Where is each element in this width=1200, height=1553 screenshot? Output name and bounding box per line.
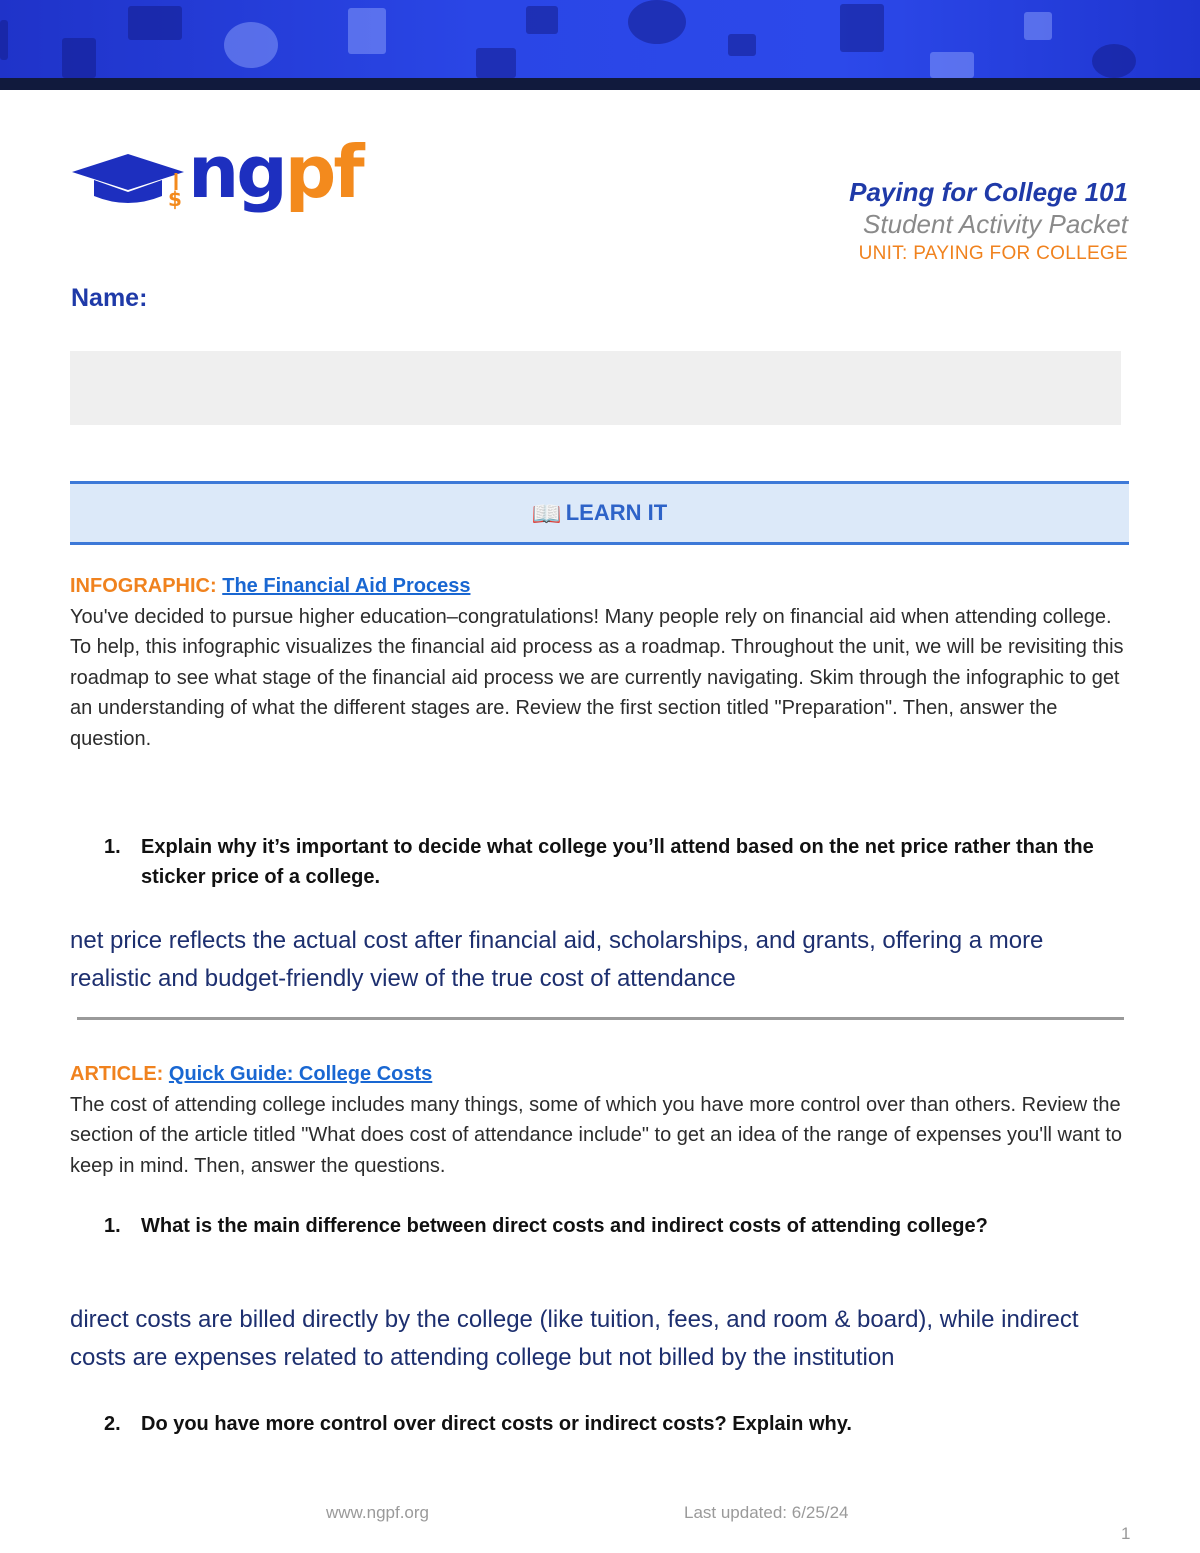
name-label: Name: — [71, 284, 148, 312]
name-input[interactable] — [70, 351, 1121, 425]
learn-it-banner — [70, 481, 1129, 545]
article-question-2 — [104, 1409, 1114, 1439]
piggy-bank-icon — [628, 0, 686, 44]
question-text: What is the main difference between direct costs and indirect costs of attending college? — [141, 1215, 988, 1237]
question-text: Do you have more control over direct costs or indirect costs? Explain why. — [141, 1413, 852, 1435]
banner-shape — [0, 20, 8, 60]
infographic-section — [70, 571, 1130, 754]
learn-it-label: LEARN IT — [565, 500, 668, 525]
footer-last-updated: Last updated: 6/25/24 — [684, 1503, 849, 1522]
book-icon: 📖 — [531, 501, 562, 528]
document-subtitle: Student Activity Packet — [863, 209, 1128, 239]
article-tag: ARTICLE: — [70, 1063, 164, 1085]
logo-ng: ng — [188, 130, 285, 214]
article-link[interactable]: Quick Guide: College Costs — [168, 1063, 433, 1085]
calculator-icon — [526, 6, 558, 34]
infographic-tag: INFOGRAPHIC: — [70, 575, 217, 597]
infographic-question-1 — [104, 832, 1114, 892]
article-section — [70, 1059, 1130, 1181]
article-question-1 — [104, 1211, 1114, 1241]
card-icon — [128, 6, 182, 40]
piggy-bank-icon — [224, 22, 278, 68]
logo-wordmark — [188, 132, 362, 212]
unit-label: UNIT: PAYING FOR COLLEGE — [858, 243, 1128, 264]
folder-icon — [728, 34, 756, 56]
infographic-body: You've decided to pursue higher education–congratulations! Many people rely on financial aid when attending college. To help, this infographic visualizes the financial aid process as a roadmap. Throughout the unit, we will be revisiting this roadmap to see what stage of the financial aid process we are currently navigating. Skim through the infographic to get an understanding of what the different stages are. Review the first section titled "Preparation". Then, answer the question. — [70, 605, 1124, 750]
footer-url[interactable]: www.ngpf.org — [326, 1503, 429, 1522]
document-icon — [62, 38, 96, 78]
piggy-bank-icon — [1092, 44, 1136, 78]
folder-icon — [476, 48, 516, 78]
graduation-cap-icon — [72, 154, 184, 211]
infographic-link[interactable]: The Financial Aid Process — [222, 575, 471, 597]
folder-icon — [930, 52, 974, 78]
question-number: 1. — [104, 1215, 121, 1237]
document-title: Paying for College 101 — [849, 177, 1128, 207]
question-number: 1. — [104, 836, 121, 858]
article-body: The cost of attending college includes many things, some of which you have more control over than others. Review the section of the article titled "What does cost of attendance include" to get an idea of the range of expenses you'll want to keep in mind. Then, answer the questions. — [70, 1093, 1123, 1177]
calculator-icon — [840, 4, 884, 52]
svg-text:$: $ — [168, 187, 182, 211]
page-number: 1 — [1121, 1524, 1131, 1543]
calculator-icon — [1024, 12, 1052, 40]
header-banner — [0, 0, 1200, 78]
article-answer-1[interactable]: direct costs are billed directly by the college (like tuition, fees, and room & board), while indirect costs are expenses related to attending college but not billed by the institution — [70, 1306, 1079, 1371]
document-header — [849, 176, 1128, 268]
logo-pf: pf — [284, 130, 362, 214]
document-icon — [348, 8, 386, 54]
question-text: Explain why it’s important to decide what college you’ll attend based on the net price rather than the sticker price of a college. — [141, 836, 1094, 888]
banner-strip — [0, 78, 1200, 90]
infographic-answer-1[interactable]: net price reflects the actual cost after financial aid, scholarships, and grants, offering a more realistic and budget-friendly view of the true cost of attendance — [70, 927, 1044, 992]
section-divider — [77, 1017, 1124, 1020]
question-number: 2. — [104, 1413, 121, 1435]
